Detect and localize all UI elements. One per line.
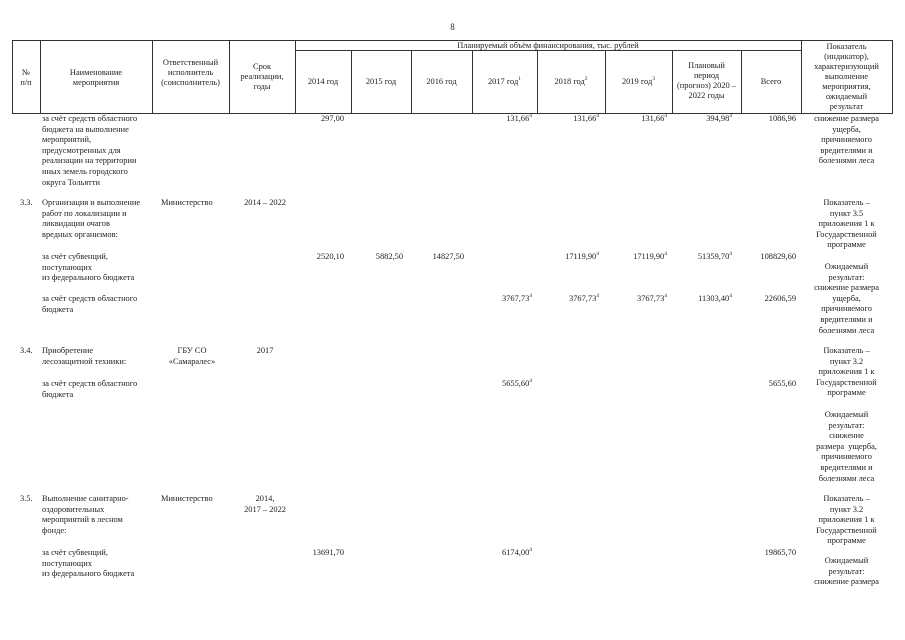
row-3-3-sub1-name: за счёт субвенций, поступающих из федерального бюджета <box>42 252 135 283</box>
row-3-3-indicator: Показатель – пункт 3.5 приложения 1 к Государственной программе <box>816 198 877 250</box>
row-3-5-number: 3.5. <box>20 494 33 503</box>
block0-period: 394,98$^4$ <box>706 113 732 123</box>
row-3-5-sub1-2014: 13691,70 <box>312 548 344 557</box>
header-2015: 2015 год <box>365 77 397 86</box>
row-3-3-term: 2014 – 2022 <box>244 198 286 207</box>
row-3-3-sub1-period: 51359,70$^4$ <box>697 251 732 261</box>
header-num: № п/п <box>20 68 32 87</box>
row-3-3-responsible: Министерство <box>161 198 213 207</box>
row-3-3-sub2-2017: 3767,73$^4$ <box>502 293 532 303</box>
row-3-3-sub1-2015: 5882,50 <box>375 252 403 261</box>
block0-2018: 131,66$^4$ <box>573 113 599 123</box>
block0-total: 1086,96 <box>768 114 796 123</box>
row-3-5-sub1-indicator: Ожидаемый результат: снижение размера <box>814 556 879 587</box>
row-3-5-term: 2014, 2017 – 2022 <box>244 494 286 514</box>
row-3-3-sub2-2018: 3767,73$^4$ <box>569 293 599 303</box>
header-2019: 2019 год$^3$ <box>621 76 656 86</box>
block0-2017: 131,66$^4$ <box>506 113 532 123</box>
row-3-3-name: Организация и выполнение работ по локализации и ликвидации очагов вредных организмов: <box>42 198 141 239</box>
row-3-5-sub1-total: 19865,70 <box>764 548 796 557</box>
row-3-3-sub1-indicator: Ожидаемый результат: снижение размера ущерба, причиняемого вредителями и болезнями леса <box>814 262 879 335</box>
row-3-5-sub1-name: за счёт субвенций, поступающих из федерального бюджета <box>42 548 135 579</box>
row-3-3-sub1-total: 108829,60 <box>760 252 796 261</box>
header-name: Наименование мероприятия <box>69 68 123 87</box>
header-total: Всего <box>760 77 782 86</box>
header-planned-financing: Планируемый объём финансирования, тыс. рублей <box>457 41 639 50</box>
row-3-5-responsible: Министерство <box>161 494 213 503</box>
row-3-5-sub1-2017: 6174,00$^4$ <box>502 547 532 557</box>
col-divider <box>892 40 893 114</box>
row-3-4-name: Приобретение лесозащитной техники: <box>42 346 127 366</box>
row-3-4-sub1-total: 5655,60 <box>768 379 796 388</box>
block0-2019: 131,66$^4$ <box>641 113 667 123</box>
header-responsible: Ответственный исполнитель (соисполнитель) <box>161 58 220 87</box>
row-3-4-number: 3.4. <box>20 346 33 355</box>
row-3-4-term: 2017 <box>256 346 274 355</box>
row-3-4-indicator: Показатель – пункт 3.2 приложения 1 к Государственной программе <box>816 346 877 398</box>
header-2016: 2016 год <box>426 77 457 86</box>
row-3-5-name: Выполнение санитарно- оздоровительных мероприятий в лесном фонде: <box>42 494 129 535</box>
page-number: 8 <box>450 22 455 32</box>
row-3-4-sub1-indicator: Ожидаемый результат: снижение размера ущерба, причиняемого вредителями и болезнями леса <box>816 410 877 483</box>
row-3-3-sub1-2016: 14827,50 <box>432 252 464 261</box>
header-term: Срок реализации, годы <box>240 62 284 91</box>
row-3-3-sub1-2014: 2520,10 <box>316 252 344 261</box>
block0-indicator: снижение размера ущерба, причиняемого вредителями и болезнями леса <box>814 114 879 166</box>
header-2018: 2018 год$^2$ <box>554 76 588 86</box>
row-3-3-sub2-total: 22606,59 <box>764 294 796 303</box>
row-3-3-number: 3.3. <box>20 198 33 207</box>
row-3-3-sub1-2019: 17119,90$^4$ <box>633 251 667 261</box>
row-3-4-sub1-2017: 5655,60$^4$ <box>502 378 532 388</box>
header-indicator: Показатель (индикатор), характеризующий выполнение мероприятия, ожидаемый результат <box>814 42 879 111</box>
header-planned-period: Плановый период (прогноз) 2020 – 2022 годы <box>677 61 736 100</box>
header-2017: 2017 год$^1$ <box>487 76 522 86</box>
row-3-3-sub2-period: 11303,40$^4$ <box>698 293 732 303</box>
row-3-4-sub1-name: за счёт средств областного бюджета <box>42 379 138 399</box>
row-3-3-sub1-2018: 17119,90$^4$ <box>565 251 599 261</box>
row-3-4-responsible: ГБУ СО «Самаралес» <box>168 346 216 366</box>
block0-name: за счёт средств областного бюджета на выполнение мероприятий, предусмотренных для реализации на территории иных земель городского округа Тольятти <box>42 114 138 187</box>
header-2014: 2014 год <box>307 77 339 86</box>
block0-2014: 297,00 <box>320 114 344 123</box>
row-3-5-indicator: Показатель – пункт 3.2 приложения 1 к Государственной программе <box>816 494 877 546</box>
row-3-3-sub2-name: за счёт средств областного бюджета <box>42 294 138 314</box>
row-3-3-sub2-2019: 3767,73$^4$ <box>637 293 667 303</box>
